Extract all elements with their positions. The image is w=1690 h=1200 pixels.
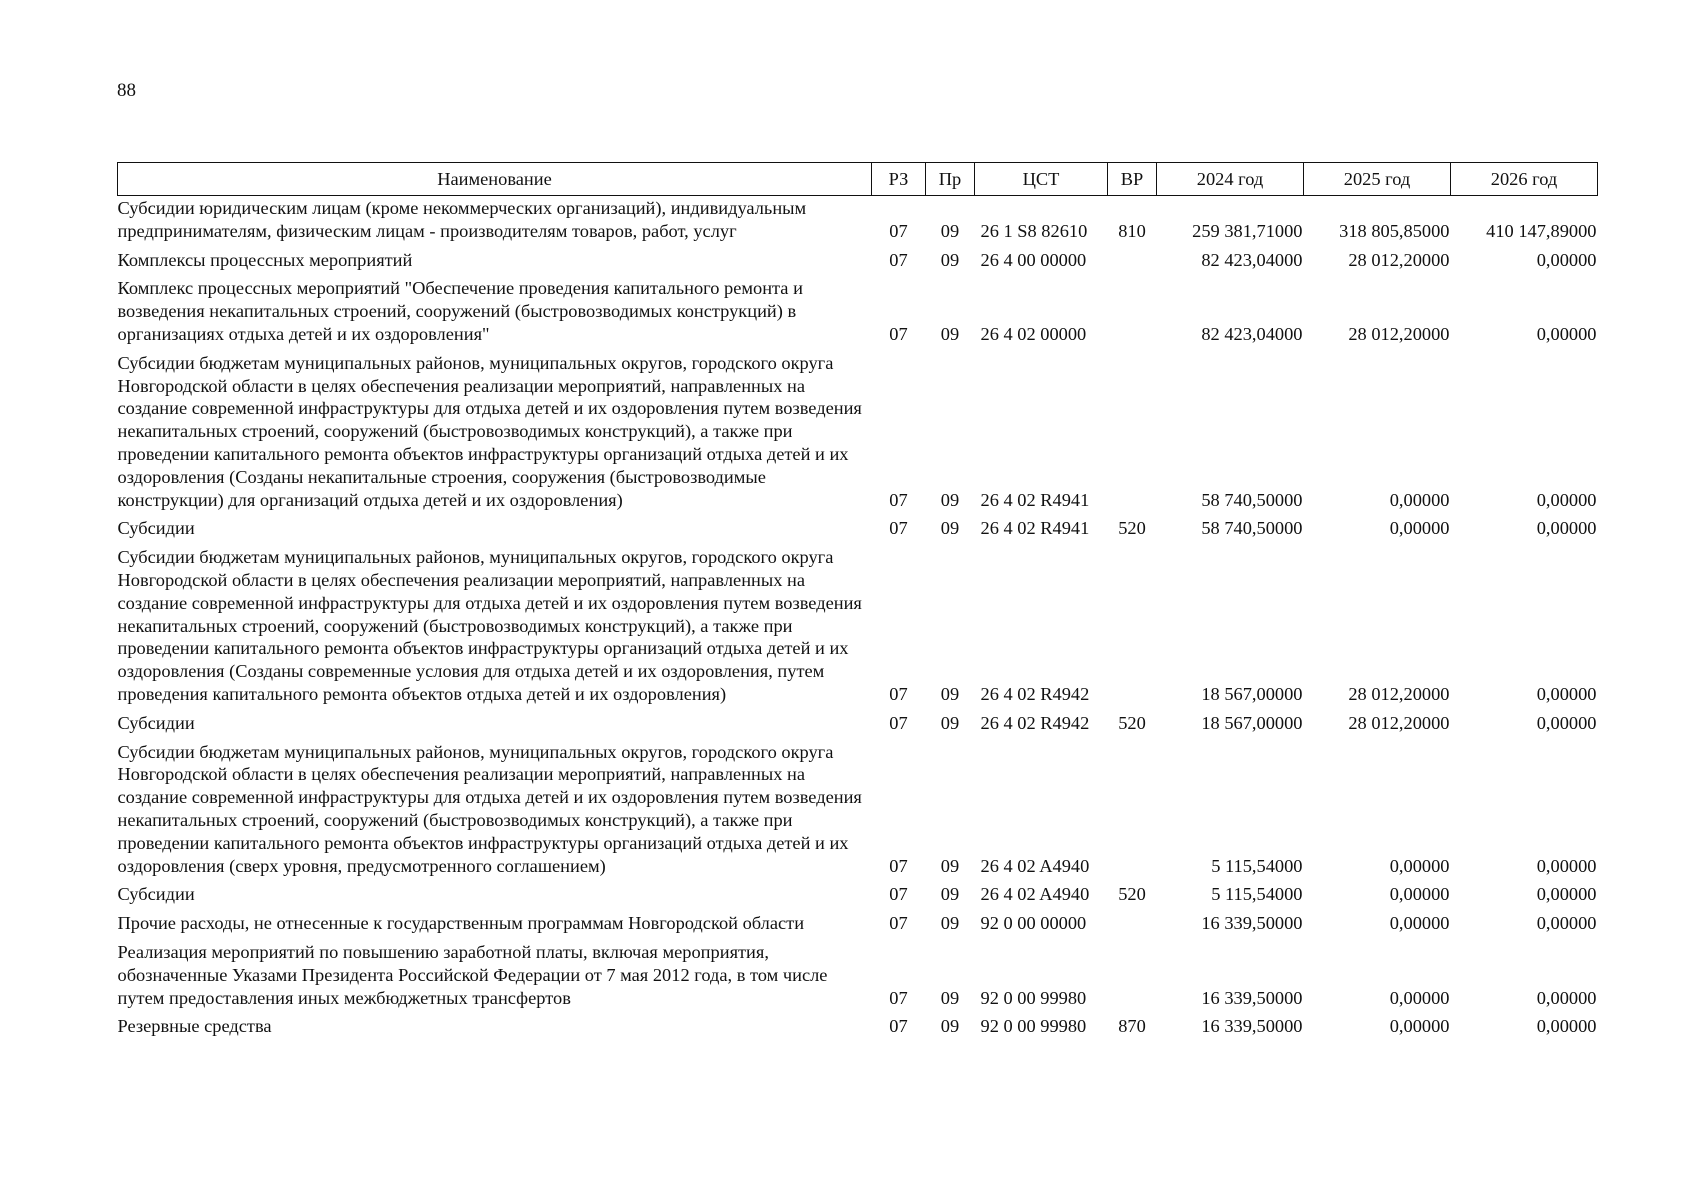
cell-vr — [1108, 941, 1157, 1015]
header-pr: Пр — [926, 163, 975, 196]
cell-2026: 0,00000 — [1536, 884, 1597, 905]
cell-2026: 0,00000 — [1536, 855, 1597, 876]
cell-2025: 0,00000 — [1389, 913, 1450, 934]
cell-name: Прочие расходы, не отнесенные к государственным программам Новгородской области — [117, 913, 805, 934]
cell-cst: 26 4 02 A4940 — [980, 884, 1090, 905]
cell-2025: 318 805,85000 — [1339, 220, 1450, 241]
cell-2025: 0,00000 — [1389, 489, 1450, 510]
cell-2025: 28 012,20000 — [1348, 683, 1450, 704]
cell-cst: 26 4 02 R4941 — [980, 489, 1090, 510]
cell-cst: 26 4 02 R4942 — [980, 683, 1090, 704]
cell-vr: 520 — [1118, 518, 1146, 539]
header-cst: ЦСТ — [975, 163, 1108, 196]
cell-name: Субсидии — [117, 884, 195, 905]
cell-vr — [1108, 352, 1157, 518]
cell-pr: 09 — [940, 884, 960, 905]
cell-name: Реализация мероприятий по повышению заработной платы, включая мероприятия, обозначенные Указами Президента Российской Федерации от 7 мая 2012 года, в том числе путем предоставления иных межбюджетных трансфертов — [117, 941, 828, 1008]
cell-name: Комплекс процессных мероприятий "Обеспечение проведения капитального ремонта и возведения некапитальных строений, сооружений (быстровозводимых конструкций) в организациях отдыха детей и их оздоровления" — [117, 278, 803, 344]
cell-name: Резервные средства — [117, 1016, 272, 1037]
cell-2024: 16 339,50000 — [1201, 987, 1303, 1008]
cell-vr — [1108, 546, 1157, 712]
cell-vr — [1108, 741, 1157, 884]
table-row — [118, 546, 1598, 712]
cell-name: Субсидии бюджетам муниципальных районов, муниципальных округов, городского округа Новгородской области в целях обеспечения реализации мероприятий, направленных на создание современной инфраструктуры для отдыха детей и их оздоровления путем возведения некапитальных строений, сооружений (быстровозводимых конструкций), а также при проведении капитального ремонта объектов инфраструктуры организаций отдыха детей и их оздоровления (Созданы некапитальные строения, сооружения (быстровозводимые конструкции) для организаций отдыха детей и их оздоровления) — [117, 352, 862, 510]
table-row — [118, 196, 1598, 249]
cell-rz: 07 — [889, 683, 908, 704]
header-2024: 2024 год — [1157, 163, 1304, 196]
cell-pr: 09 — [940, 987, 960, 1008]
cell-pr: 09 — [940, 323, 960, 344]
table-row — [118, 1015, 1598, 1044]
cell-name: Субсидии — [117, 712, 195, 733]
cell-2026: 0,00000 — [1536, 712, 1597, 733]
cell-2026: 410 147,89000 — [1486, 220, 1597, 241]
cell-pr: 09 — [940, 249, 960, 270]
cell-2026: 0,00000 — [1536, 249, 1597, 270]
cell-2024: 82 423,04000 — [1201, 249, 1303, 270]
cell-name: Субсидии бюджетам муниципальных районов, муниципальных округов, городского округа Новгородской области в целях обеспечения реализации мероприятий, направленных на создание современной инфраструктуры для отдыха детей и их оздоровления путем возведения некапитальных строений, сооружений (быстровозводимых конструкций), а также при проведении капитального ремонта объектов инфраструктуры организаций отдыха детей и их оздоровления (Созданы современные условия для отдыха детей и их оздоровления, путем проведения капитального ремонта объектов отдыха детей и их оздоровления) — [117, 547, 862, 704]
cell-rz: 07 — [889, 220, 908, 241]
cell-pr: 09 — [940, 220, 960, 241]
table-row — [118, 883, 1598, 912]
cell-pr: 09 — [940, 913, 960, 934]
header-vr: ВР — [1108, 163, 1157, 196]
cell-name: Субсидии юридическим лицам (кроме некоммерческих организаций), индивидуальным предпринимателям, физическим лицам - производителям товаров, работ, услуг — [117, 198, 807, 241]
cell-pr: 09 — [940, 489, 960, 510]
table-header — [118, 163, 1598, 196]
cell-2025: 0,00000 — [1389, 1016, 1450, 1037]
cell-2024: 18 567,00000 — [1201, 683, 1303, 704]
table-row — [118, 741, 1598, 884]
cell-cst: 92 0 00 00000 — [980, 913, 1087, 934]
cell-cst: 26 4 02 R4941 — [980, 518, 1090, 539]
budget-table — [117, 162, 1598, 1044]
cell-rz: 07 — [889, 712, 908, 733]
cell-rz: 07 — [889, 884, 908, 905]
cell-pr: 09 — [940, 855, 960, 876]
header-name: Наименование — [118, 163, 872, 196]
cell-pr: 09 — [940, 683, 960, 704]
cell-vr: 870 — [1118, 1016, 1146, 1037]
cell-vr: 520 — [1118, 712, 1146, 733]
cell-name: Субсидии бюджетам муниципальных районов, муниципальных округов, городского округа Новгородской области в целях обеспечения реализации мероприятий, направленных на создание современной инфраструктуры для отдыха детей и их оздоровления путем возведения некапитальных строений, сооружений (быстровозводимых конструкций), а также при проведении капитального ремонта объектов инфраструктуры организаций отдыха детей и их оздоровления (сверх уровня, предусмотренного соглашением) — [117, 741, 862, 876]
cell-cst: 26 4 02 A4940 — [980, 855, 1090, 876]
cell-rz: 07 — [889, 489, 908, 510]
cell-2025: 28 012,20000 — [1348, 712, 1450, 733]
cell-cst: 26 4 00 00000 — [980, 249, 1087, 270]
header-2025: 2025 год — [1304, 163, 1451, 196]
table-row — [118, 249, 1598, 278]
cell-rz: 07 — [889, 987, 908, 1008]
cell-2025: 28 012,20000 — [1348, 249, 1450, 270]
cell-rz: 07 — [889, 249, 908, 270]
cell-2026: 0,00000 — [1536, 683, 1597, 704]
cell-cst: 92 0 00 99980 — [980, 987, 1087, 1008]
table-row — [118, 352, 1598, 518]
cell-cst: 26 4 02 R4942 — [980, 712, 1090, 733]
cell-cst: 92 0 00 99980 — [980, 1016, 1087, 1037]
cell-vr: 810 — [1118, 220, 1146, 241]
cell-pr: 09 — [940, 1016, 960, 1037]
cell-2026: 0,00000 — [1536, 913, 1597, 934]
cell-2024: 259 381,71000 — [1192, 220, 1303, 241]
cell-vr — [1108, 912, 1157, 941]
cell-rz: 07 — [889, 518, 908, 539]
cell-2025: 28 012,20000 — [1348, 323, 1450, 344]
cell-rz: 07 — [889, 855, 908, 876]
cell-vr — [1108, 249, 1157, 278]
header-row — [118, 163, 1598, 196]
cell-2024: 16 339,50000 — [1201, 913, 1303, 934]
table-row — [118, 517, 1598, 546]
cell-2024: 58 740,50000 — [1201, 489, 1303, 510]
table-row — [118, 712, 1598, 741]
cell-2026: 0,00000 — [1536, 987, 1597, 1008]
cell-rz: 07 — [889, 1016, 908, 1037]
cell-2025: 0,00000 — [1389, 884, 1450, 905]
cell-vr — [1108, 277, 1157, 351]
cell-2024: 82 423,04000 — [1201, 323, 1303, 344]
table-row — [118, 941, 1598, 1015]
cell-2025: 0,00000 — [1389, 855, 1450, 876]
cell-2025: 0,00000 — [1389, 987, 1450, 1008]
table-row — [118, 277, 1598, 351]
cell-2024: 5 115,54000 — [1211, 855, 1303, 876]
cell-rz: 07 — [889, 323, 908, 344]
cell-2024: 18 567,00000 — [1201, 712, 1303, 733]
page-number: 88 — [117, 80, 136, 101]
cell-2026: 0,00000 — [1536, 1016, 1597, 1037]
cell-cst: 26 1 S8 82610 — [980, 220, 1088, 241]
cell-2026: 0,00000 — [1536, 518, 1597, 539]
cell-pr: 09 — [940, 518, 960, 539]
cell-cst: 26 4 02 00000 — [980, 323, 1087, 344]
cell-2026: 0,00000 — [1536, 489, 1597, 510]
table-body — [118, 196, 1598, 1045]
cell-2024: 5 115,54000 — [1211, 884, 1303, 905]
cell-pr: 09 — [940, 712, 960, 733]
cell-2025: 0,00000 — [1389, 518, 1450, 539]
cell-vr: 520 — [1118, 884, 1146, 905]
cell-2024: 16 339,50000 — [1201, 1016, 1303, 1037]
cell-name: Комплексы процессных мероприятий — [117, 249, 413, 270]
header-rz: РЗ — [872, 163, 926, 196]
cell-2026: 0,00000 — [1536, 323, 1597, 344]
table-row — [118, 912, 1598, 941]
cell-name: Субсидии — [117, 518, 195, 539]
cell-2024: 58 740,50000 — [1201, 518, 1303, 539]
header-2026: 2026 год — [1451, 163, 1598, 196]
cell-rz: 07 — [889, 913, 908, 934]
